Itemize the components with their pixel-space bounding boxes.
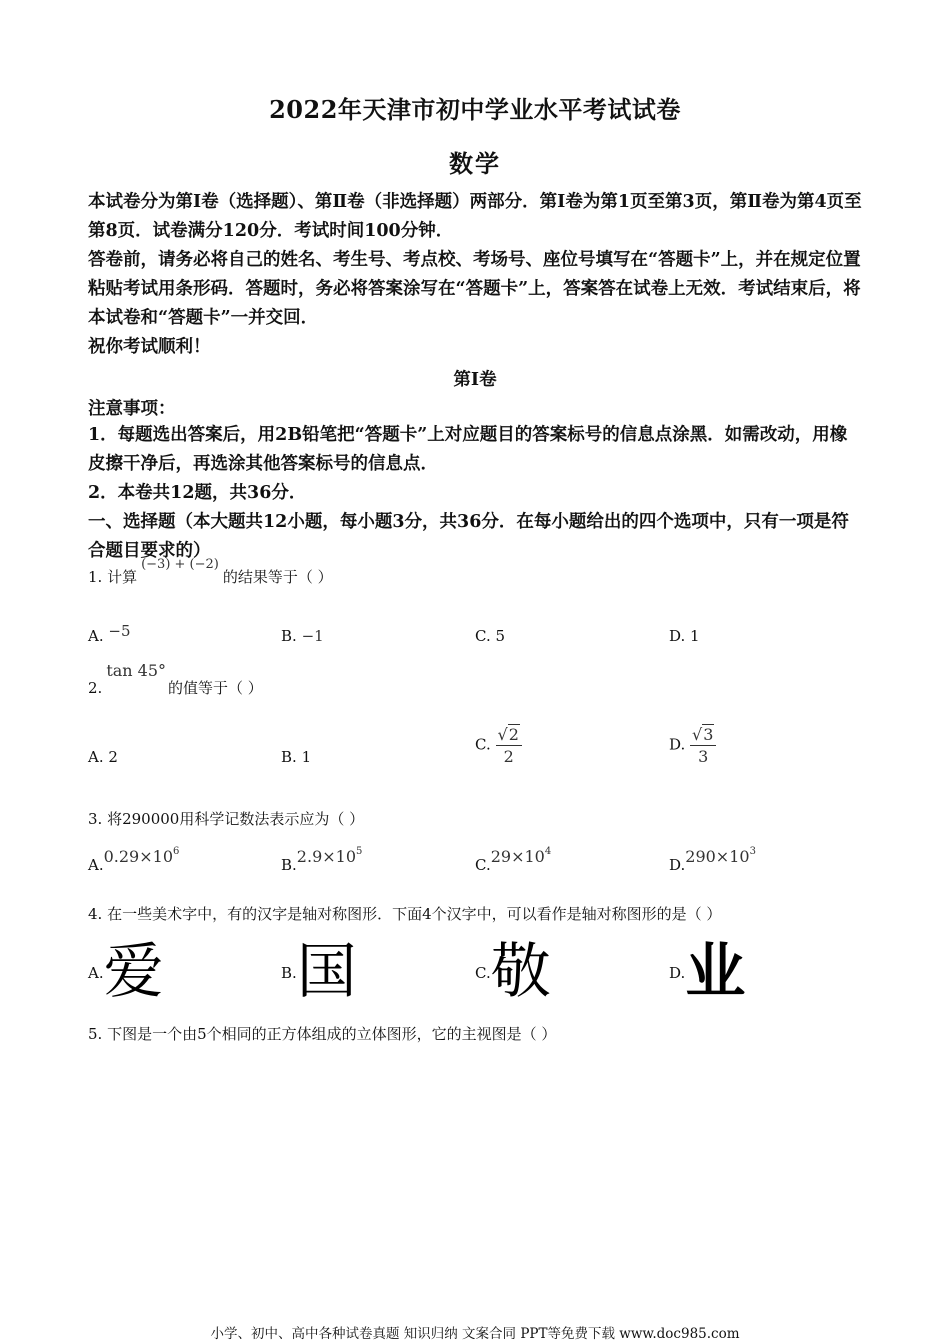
question-4: 4. 在一些美术字中，有的汉字是轴对称图形．下面4个汉字中，可以看作是轴对称图形的是（ ） <box>88 905 722 923</box>
q1-option-b: B. −1 <box>281 627 324 645</box>
q2-option-c-fraction: $\frac{√2}{2}$ <box>496 726 522 765</box>
q4-option-c: C.敬 <box>475 937 551 1007</box>
intro-paragraph-1: 本试卷分为第Ⅰ卷（选择题）、第Ⅱ卷（非选择题）两部分．第Ⅰ卷为第1页至第3页，第Ⅱ卷为第4页至第8页．试卷满分120分．考试时间100分钟． <box>88 192 862 241</box>
question-2-suffix: 的值等于（ ） <box>168 679 263 697</box>
question-1 <box>88 557 333 587</box>
notice-item-1: 1．每题选出答案后，用2B铅笔把“答题卡”上对应题目的答案标号的信息点涂黑．如需改动，用橡皮擦干净后，再选涂其他答案标号的信息点． <box>88 425 848 474</box>
q2-option-c: C. $\frac{√2}{2}$ <box>475 726 522 765</box>
q1-option-d: D. 1 <box>669 627 700 645</box>
q3-option-c: $C.29\times 10^4$ <box>475 846 552 874</box>
q4-glyph-b: 国 <box>296 937 357 1007</box>
intro-paragraph-2: 答卷前，请务必将自己的姓名、考生号、考点校、考场号、座位号填写在“答题卡”上，并在规定位置粘贴考试用条形码．答题时，务必将答案涂写在“答题卡”上，答案答在试卷上无效．考试结束后，将本试卷和“答题卡”一并交回． <box>88 250 861 328</box>
question-5: 5. 下图是一个由5个相同的正方体组成的立体图形，它的主视图是（ ） <box>88 1025 557 1043</box>
question-2-prefix: 2. <box>88 679 103 697</box>
page-footer: 小学、初中、高中各种试卷真题 知识归纳 文案合同 PPT等免费下载 www.doc985.com <box>210 1326 740 1342</box>
q4-glyph-c: 敬 <box>490 937 551 1007</box>
notice-item-2: 2．本卷共12题，共36分． <box>88 483 307 503</box>
question-3: 3. 将290000用科学记数法表示应为（ ） <box>88 810 365 828</box>
q4-option-a: A.爱 <box>88 937 164 1007</box>
q2-option-d-fraction: $\frac{√3}{3}$ <box>690 726 716 765</box>
intro-paragraph-3: 祝你考试顺利！ <box>88 337 211 357</box>
question-1-suffix: 的结果等于（ ） <box>222 568 333 586</box>
q4-option-d: D.业 <box>669 937 746 1007</box>
q3-option-b: $B.2.9\times 10^5$ <box>281 846 363 874</box>
question-1-expression: (−3) + (−2) <box>141 557 219 572</box>
q2-option-d: D. $\frac{√3}{3}$ <box>669 726 716 765</box>
q1-option-c: C. 5 <box>475 627 506 645</box>
subject-title: 数学 <box>449 149 501 178</box>
q3-option-a: $A.0.29\times 10^6$ <box>88 846 180 874</box>
q2-option-b: B. 1 <box>281 748 312 766</box>
question-2 <box>88 660 263 697</box>
volume-heading: 第Ⅰ卷 <box>453 370 497 390</box>
question-2-expression: tan 45° <box>106 661 167 680</box>
exam-title: 2022年天津市初中学业水平考试试卷 <box>269 95 681 124</box>
q4-glyph-d: 业 <box>685 937 746 1007</box>
q1-option-a: A. −5 <box>88 622 131 645</box>
q4-option-b: B.国 <box>281 937 357 1007</box>
q3-option-d: $D.290\times 10^3$ <box>669 846 756 874</box>
question-1-prefix: 1. 计算 <box>88 568 138 586</box>
q4-glyph-a: 爱 <box>103 937 164 1007</box>
notice-title: 注意事项： <box>88 399 176 419</box>
q2-option-a: A. 2 <box>88 748 118 766</box>
part-one-heading: 一、选择题（本大题共12小题，每小题3分，共36分．在每小题给出的四个选项中，只有一项是符合题目要求的） <box>88 512 849 561</box>
